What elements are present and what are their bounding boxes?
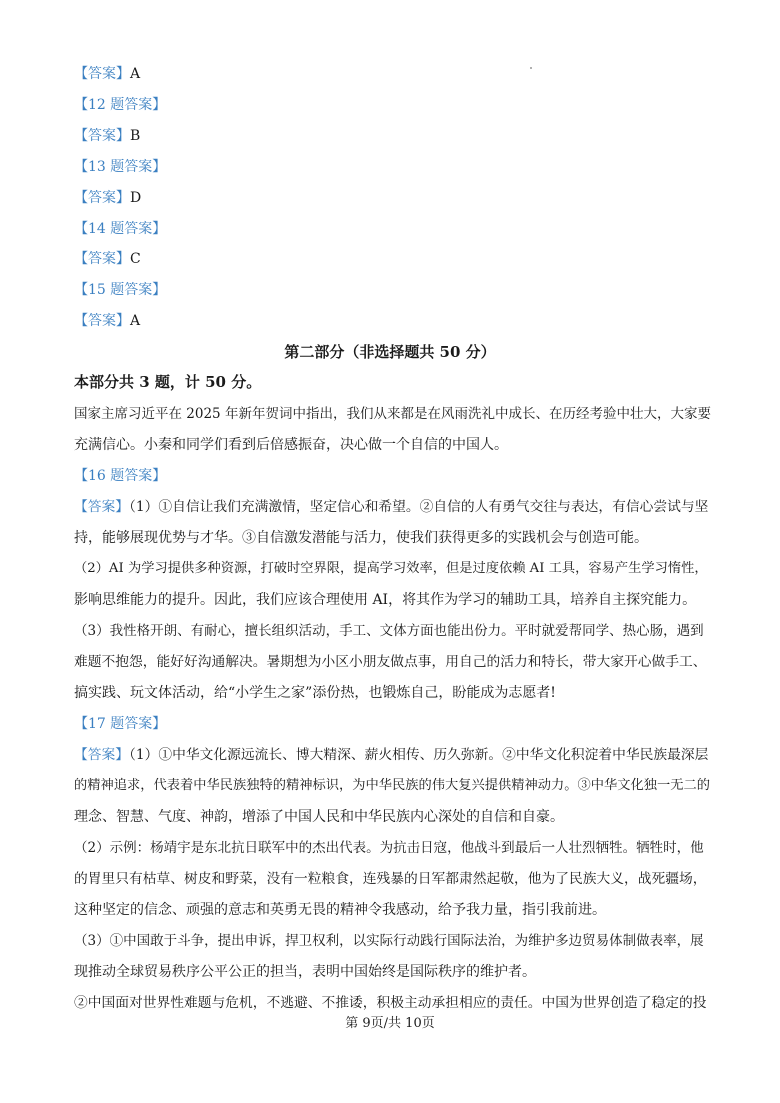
- q17-line: 现推动全球贸易秩序公平公正的担当，表明中国始终是国际秩序的维护者。: [74, 964, 536, 980]
- q16-line: 搞实践、玩文体活动，给“小学生之家”添份热，也锻炼自己，盼能成为志愿者!: [74, 685, 556, 701]
- question-header: [74, 95, 714, 115]
- question-tag: 【13 题答案】: [74, 159, 167, 175]
- section-title: 第二部分（非选择题共 50 分）: [284, 343, 496, 361]
- q16-line: （2）AI 为学习提供多种资源，打破时空界限，提高学习效率，但是过度依赖 AI 工具，容易产生学习惰性，: [74, 561, 708, 576]
- q17-line: （3）①中国敢于斗争，提出申诉，捍卫权利，以实际行动践行国际法治，为维护多边贸易体制做表率，展: [74, 933, 704, 949]
- q16-line-text: （1）①自信让我们充满激情，坚定信心和希望。②自信的人有勇气交往与表达，有信心尝试与坚: [129, 499, 709, 515]
- question-tag: 【12 题答案】: [74, 97, 167, 113]
- question-header: [74, 219, 714, 239]
- answer-value: D: [130, 190, 142, 206]
- stem-line: 充满信心。小秦和同学们看到后倍感振奋，决心做一个自信的中国人。: [74, 437, 508, 453]
- answer-line: [74, 188, 714, 208]
- answer-value: A: [130, 313, 141, 329]
- answer-value: C: [130, 251, 141, 267]
- q17-line-text: （1）①中华文化源远流长、博大精深、薪火相传、历久弥新。②中华文化积淀着中华民族最深层: [129, 747, 709, 763]
- answer-tag: 【答案】: [74, 747, 130, 763]
- question-tag: 【14 题答案】: [74, 221, 167, 237]
- q17-line: 这种坚定的信念、顽强的意志和英勇无畏的精神令我感动，给予我力量，指引我前进。: [74, 902, 606, 918]
- answer-tag: 【答案】: [74, 66, 130, 82]
- page-footer: 第 9页/共 10页: [345, 1016, 435, 1031]
- q16-line: [74, 497, 714, 517]
- question-tag: 【15 题答案】: [74, 282, 167, 298]
- q16-line: 影响思维能力的提升。因此，我们应该合理使用 AI，将其作为学习的辅助工具，培养自主探究能力。: [74, 592, 697, 608]
- question-header: [74, 157, 714, 177]
- answer-tag: 【答案】: [74, 499, 130, 515]
- section-intro: 本部分共 3 题，计 50 分。: [74, 373, 262, 391]
- answer-line: [74, 249, 714, 269]
- question-header: [74, 280, 714, 300]
- answer-tag: 【答案】: [74, 128, 130, 144]
- q16-line: （3）我性格开朗、有耐心，擅长组织活动，手工、文体方面也能出份力。平时就爱帮同学、热心肠，遇到: [74, 623, 704, 639]
- q17-line: （2）示例：杨靖宇是东北抗日联军中的杰出代表。为抗击日寇，他战斗到最后一人壮烈牺牲。牺牲时，他: [74, 840, 704, 856]
- stem-line: 国家主席习近平在 2025 年新年贺词中指出，我们从来都是在风雨洗礼中成长、在历经考验中壮大，大家要: [74, 406, 711, 422]
- answer-value: A: [130, 66, 141, 82]
- answer-line: [74, 64, 714, 84]
- q17-line: 的精神追求，代表着中华民族独特的精神标识，为中华民族的伟大复兴提供精神动力。③中华文化独一无二的: [74, 778, 711, 793]
- q16-line: 难题不抱怨，能好好沟通解决。暑期想为小区小朋友做点事，用自己的活力和特长，带大家开心做手工、: [74, 654, 707, 670]
- q17-line: 的胃里只有枯草、树皮和野菜，没有一粒粮食，连残暴的日军都肃然起敬，他为了民族大义，战死疆场，: [74, 871, 707, 887]
- answer-tag: 【答案】: [74, 190, 130, 206]
- q16-line: 持，能够展现优势与才华。③自信激发潜能与活力，使我们获得更多的实践机会与创造可能。: [74, 530, 648, 546]
- q17-line: ②中国面对世界性难题与危机，不逃避、不推诿，积极主动承担相应的责任。中国为世界创造了稳定的投: [74, 995, 707, 1011]
- q17-line: [74, 745, 714, 765]
- answer-value: B: [130, 128, 141, 144]
- q17-header: 【17 题答案】: [74, 716, 167, 732]
- q17-line: 理念、智慧、气度、神韵，增添了中国人民和中华民族内心深处的自信和自豪。: [74, 809, 564, 825]
- answer-line: [74, 126, 714, 146]
- answer-tag: 【答案】: [74, 313, 130, 329]
- answer-line: [74, 311, 714, 331]
- answer-tag: 【答案】: [74, 251, 130, 267]
- q16-header: 【16 题答案】: [74, 468, 167, 484]
